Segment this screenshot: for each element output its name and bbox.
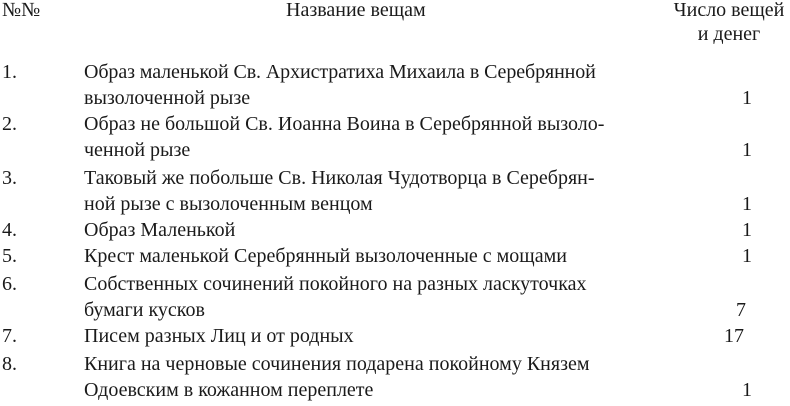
row-quantity: 1 bbox=[742, 245, 752, 267]
header-count-line2: и денег bbox=[697, 23, 761, 45]
row-text-line: Писем разных Лиц и от родных bbox=[84, 325, 354, 347]
row-text-line: бумаги кусков bbox=[84, 299, 205, 321]
row-quantity: 1 bbox=[742, 139, 752, 161]
row-text-line: Образ маленькой Св. Архистратиха Михаила в Серебрянной bbox=[84, 61, 596, 83]
row-text-line: Собственных сочинений покойного на разных ласкуточках bbox=[84, 273, 587, 295]
header-name: Название вещам bbox=[286, 0, 426, 21]
row-text-line: Таковый же побольше Св. Николая Чудотворца в Серебрян- bbox=[84, 167, 595, 189]
row-quantity: 1 bbox=[742, 219, 752, 241]
row-number: 4. bbox=[2, 219, 17, 241]
row-number: 6. bbox=[2, 273, 17, 295]
row-quantity: 7 bbox=[736, 299, 746, 321]
row-text-line: Одоевским в кожанном переплете bbox=[84, 379, 374, 401]
row-text-line: Книга на черновые сочинения подарена покойному Князем bbox=[84, 353, 590, 375]
row-number: 3. bbox=[2, 167, 17, 189]
row-text-line: ной рызе с вызолоченным венцом bbox=[84, 193, 373, 215]
row-text-line: ченной рызе bbox=[84, 139, 191, 161]
row-number: 1. bbox=[2, 61, 17, 83]
row-text-line: вызолоченной рызе bbox=[84, 87, 251, 109]
row-number: 5. bbox=[2, 245, 17, 267]
row-text-line: Крест маленькой Серебрянный вызолоченные с мощами bbox=[84, 245, 567, 267]
header-count-line1: Число вещей bbox=[673, 0, 785, 21]
row-quantity: 1 bbox=[742, 193, 752, 215]
header-number: №№ bbox=[2, 0, 41, 21]
row-quantity: 17 bbox=[724, 325, 744, 347]
row-number: 7. bbox=[2, 325, 17, 347]
row-number: 2. bbox=[2, 113, 17, 135]
row-number: 8. bbox=[2, 353, 17, 375]
header-count bbox=[668, 0, 790, 46]
row-quantity: 1 bbox=[742, 379, 752, 401]
row-text-line: Образ Маленькой bbox=[84, 219, 236, 241]
row-quantity: 1 bbox=[742, 87, 752, 109]
row-text-line: Образ не большой Св. Иоанна Воина в Серебрянной вызоло- bbox=[84, 113, 605, 135]
